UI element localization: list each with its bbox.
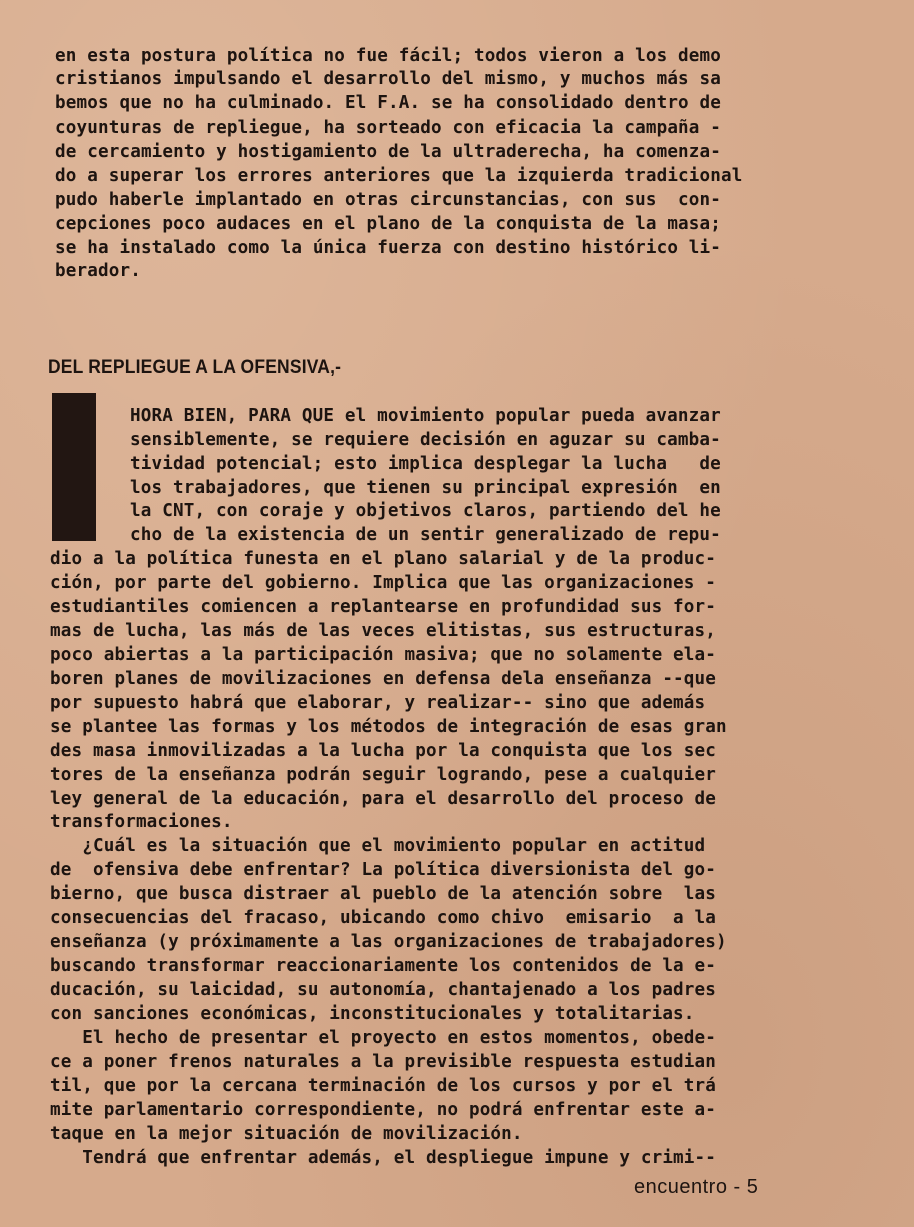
text-line: taque en la mejor situación de movilización. <box>50 1124 523 1144</box>
text-line: cho de la existencia de un sentir generalizado de repu- <box>130 525 721 545</box>
text-line: la CNT, con coraje y objetivos claros, partiendo del he <box>130 501 721 521</box>
text-line: se plantee las formas y los métodos de integración de esas gran <box>50 717 727 737</box>
text-line: boren planes de movilizaciones en defensa dela enseñanza --que <box>50 669 717 689</box>
text-line: tores de la enseñanza podrán seguir logrando, pese a cualquier <box>50 765 717 785</box>
text-line: los trabajadores, que tienen su principal expresión en <box>130 478 721 498</box>
text-line: til, que por la cercana terminación de los cursos y por el trá <box>50 1076 717 1096</box>
text-line: estudiantiles comiencen a replantearse en profundidad sus for- <box>50 597 717 617</box>
text-line: bierno, que busca distraer al pueblo de la atención sobre las <box>50 884 717 904</box>
text-line: en esta postura política no fue fácil; todos vieron a los demo <box>55 46 722 66</box>
text-line: de cercamiento y hostigamiento de la ultraderecha, ha comenza- <box>55 142 722 162</box>
text-line: consecuencias del fracaso, ubicando como chivo emisario a la <box>50 908 717 928</box>
text-line: ducación, su laicidad, su autonomía, chantajenado a los padres <box>50 980 717 1000</box>
text-line: do a superar los errores anteriores que la izquierda tradicional <box>55 166 743 186</box>
text-line: de ofensiva debe enfrentar? La política diversionista del go- <box>50 860 717 880</box>
text-line: sensiblemente, se requiere decisión en aguzar su camba- <box>130 430 721 450</box>
text-line: bemos que no ha culminado. El F.A. se ha consolidado dentro de <box>55 93 722 113</box>
section-heading: DEL REPLIEGUE A LA OFENSIVA,- <box>48 357 342 378</box>
text-line: ¿Cuál es la situación que el movimiento popular en actitud <box>50 836 706 856</box>
text-line: ce a poner frenos naturales a la previsible respuesta estudian <box>50 1052 717 1072</box>
text-line: dio a la política funesta en el plano salarial y de la produc- <box>50 549 717 569</box>
text-line: ción, por parte del gobierno. Implica que las organizaciones - <box>50 573 717 593</box>
text-line: poco abiertas a la participación masiva; que no solamente ela- <box>50 645 717 665</box>
text-line: HORA BIEN, PARA QUE el movimiento popular pueda avanzar <box>130 406 721 426</box>
drop-cap <box>52 393 96 541</box>
text-line: por supuesto habrá que elaborar, y realizar-- sino que además <box>50 693 706 713</box>
text-line: coyunturas de repliegue, ha sorteado con eficacia la campaña - <box>55 118 722 138</box>
text-line: pudo haberle implantado en otras circunstancias, con sus con- <box>55 190 722 210</box>
text-line: des masa inmovilizadas a la lucha por la conquista que los sec <box>50 741 717 761</box>
text-line: mas de lucha, las más de las veces elitistas, sus estructuras, <box>50 621 717 641</box>
text-line: mite parlamentario correspondiente, no podrá enfrentar este a- <box>50 1100 717 1120</box>
text-line: transformaciones. <box>50 812 233 832</box>
page-footer: encuentro - 5 <box>634 1176 759 1198</box>
text-line: buscando transformar reaccionariamente los contenidos de la e- <box>50 956 717 976</box>
text-line: cristianos impulsando el desarrollo del mismo, y muchos más sa <box>55 69 722 89</box>
text-line: ley general de la educación, para el desarrollo del proceso de <box>50 789 717 809</box>
text-line: berador. <box>55 261 141 281</box>
text-line: con sanciones económicas, inconstitucionales y totalitarias. <box>50 1004 695 1024</box>
text-line: El hecho de presentar el proyecto en estos momentos, obede- <box>50 1028 717 1048</box>
text-line: tividad potencial; esto implica desplegar la lucha de <box>130 454 721 474</box>
text-line: cepciones poco audaces en el plano de la conquista de la masa; <box>55 214 722 234</box>
text-line: se ha instalado como la única fuerza con destino histórico li- <box>55 238 722 258</box>
text-line: Tendrá que enfrentar además, el despliegue impune y crimi-- <box>50 1148 717 1168</box>
text-line: enseñanza (y próximamente a las organizaciones de trabajadores) <box>50 932 727 952</box>
